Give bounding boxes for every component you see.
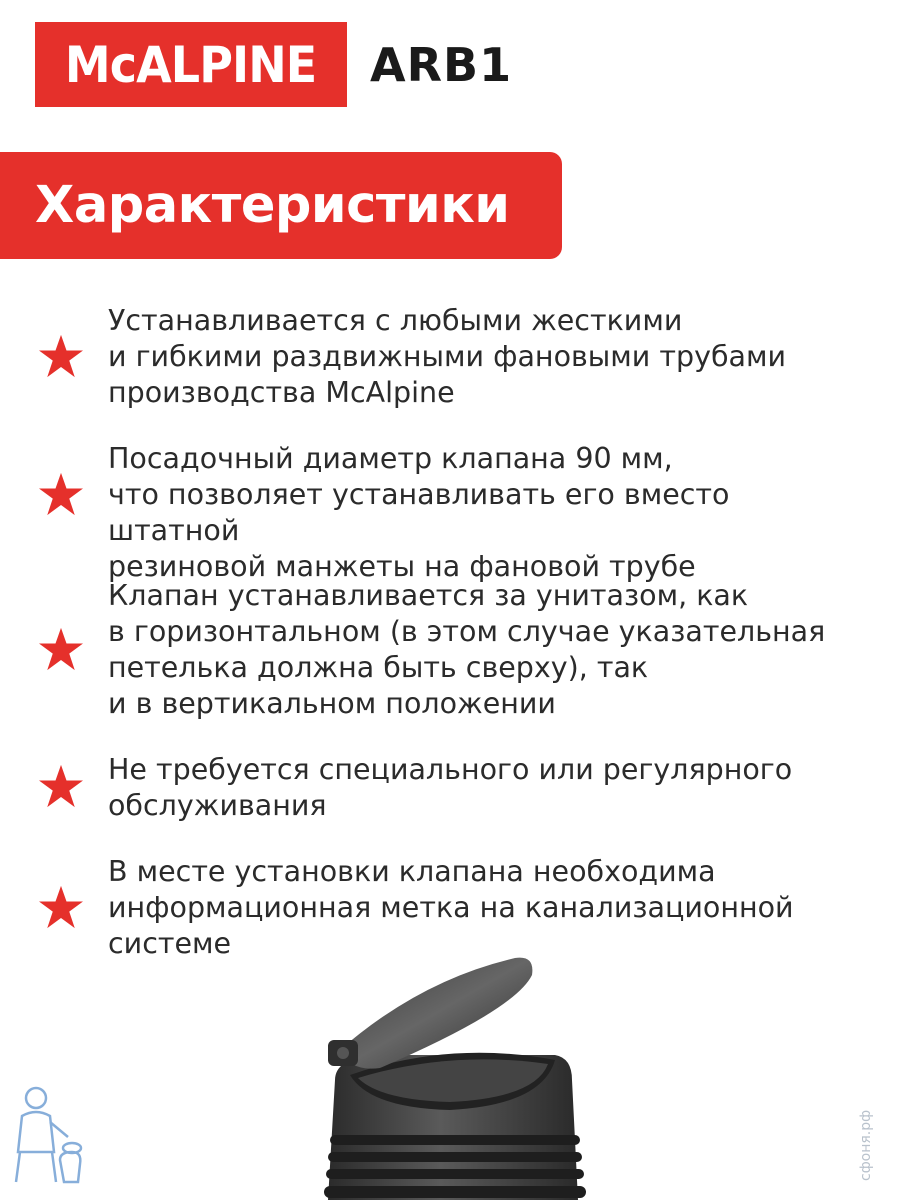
valve-product-image: [310, 940, 600, 1200]
section-banner: [0, 152, 562, 259]
star-icon: [38, 885, 84, 929]
section-title: Характеристики: [35, 176, 510, 235]
feature-text: В месте установки клапана необходима информационная метка на канализационной системе: [108, 855, 794, 960]
feature-text: Устанавливается с любыми жесткими и гибкими раздвижными фановыми трубами производства McAlpine: [108, 304, 787, 409]
watermark: сфоня.рф: [858, 1109, 874, 1181]
star-icon: [38, 334, 84, 378]
model-name: ARB1: [370, 38, 513, 92]
star-icon: [38, 472, 84, 516]
plumber-mascot-icon: [8, 1082, 84, 1192]
logo-text: McALPINE: [65, 35, 317, 94]
brand-logo: [35, 22, 347, 107]
feature-text: Не требуется специального или регулярного обслуживания: [108, 753, 793, 822]
star-icon: [38, 764, 84, 808]
star-icon: [38, 627, 84, 671]
feature-text: Посадочный диаметр клапана 90 мм, что позволяет устанавливать его вместо штатной резиновой манжеты на фановой трубе: [108, 442, 730, 583]
feature-text: Клапан устанавливается за унитазом, как в горизонтальном (в этом случае указательная петелька должна быть сверху), так и в вертикальном положении: [108, 579, 826, 720]
